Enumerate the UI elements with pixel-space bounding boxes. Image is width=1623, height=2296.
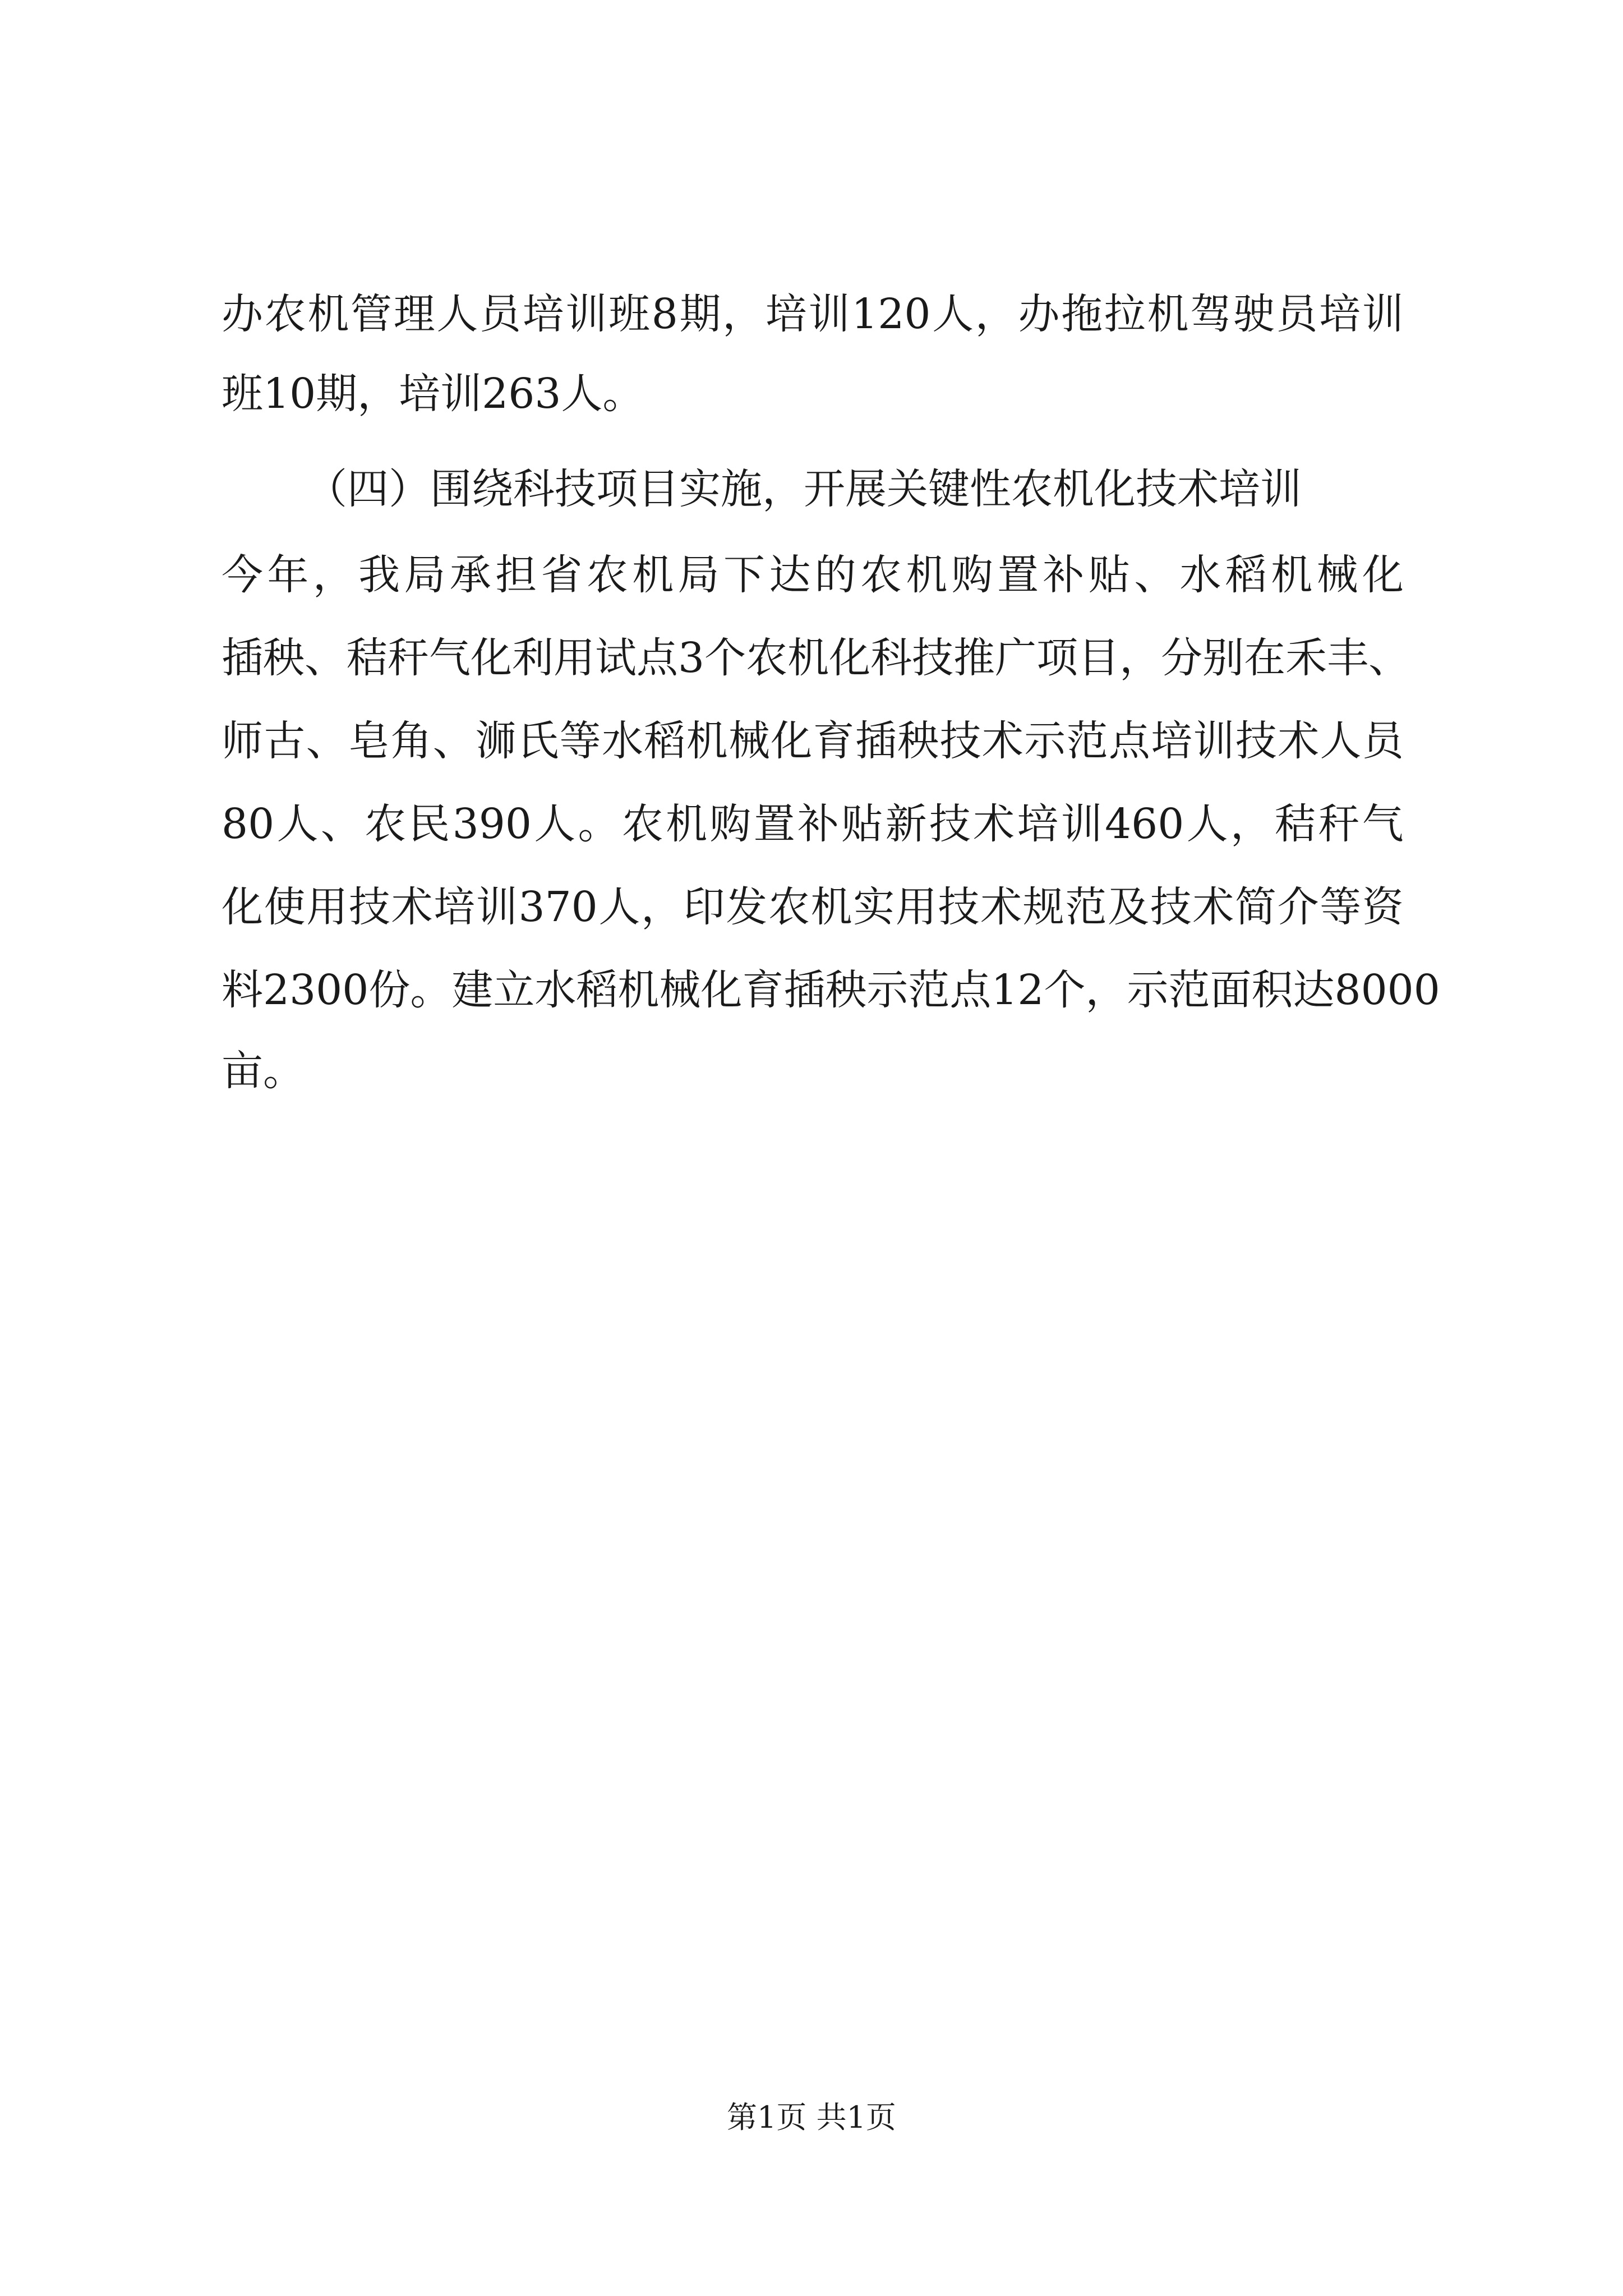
text-glyph: 补 [1043, 551, 1085, 599]
text-glyph: 农 [746, 634, 788, 682]
text-glyph: 技 [1235, 717, 1277, 765]
text-glyph: 等 [559, 717, 601, 765]
text-glyph: 培 [434, 883, 476, 931]
text-glyph: 示 [1127, 966, 1169, 1014]
text-glyph: 新 [885, 800, 927, 848]
text-glyph: 120 [851, 290, 931, 338]
text-glyph: 丰 [1327, 634, 1369, 682]
text-glyph: 3 [678, 634, 705, 682]
text-glyph: 农 [586, 551, 628, 599]
text-glyph: 12 [991, 966, 1044, 1014]
text-glyph: 插 [222, 634, 263, 682]
paragraph-line-9: 亩。 [222, 1047, 305, 1095]
text-glyph: 置 [753, 800, 795, 848]
text-glyph: 化 [1362, 551, 1404, 599]
text-glyph: 资 [1362, 883, 1404, 931]
text-glyph: 达 [1293, 966, 1335, 1014]
text-glyph: 育 [742, 966, 784, 1014]
text-glyph: 化 [471, 634, 512, 682]
text-glyph: 机 [617, 966, 660, 1014]
text-glyph: 机 [787, 634, 829, 682]
text-glyph: 化 [829, 634, 871, 682]
text-glyph: 期 [679, 290, 721, 338]
paragraph-line-1 [222, 286, 1404, 342]
text-glyph: 广 [995, 634, 1037, 682]
text-glyph: 培 [1151, 717, 1193, 765]
text-glyph: 试 [595, 634, 637, 682]
text-glyph: 秧 [263, 634, 305, 682]
text-glyph: 印 [683, 883, 725, 931]
text-glyph: 技 [929, 800, 971, 848]
text-glyph: 技 [939, 717, 981, 765]
text-glyph: 秸 [346, 634, 388, 682]
text-glyph: 、 [432, 717, 474, 765]
text-glyph: 秸 [1274, 800, 1316, 848]
text-glyph: 机 [666, 800, 708, 848]
text-glyph: 份 [368, 966, 411, 1014]
text-glyph: 训 [565, 290, 607, 338]
text-glyph: 办 [222, 290, 263, 338]
text-glyph: 机 [810, 883, 852, 931]
text-glyph: 水 [1179, 551, 1221, 599]
text-glyph: 点 [637, 634, 678, 682]
text-glyph: 范 [1066, 717, 1108, 765]
text-glyph: 气 [429, 634, 471, 682]
text-glyph: 8000 [1334, 966, 1440, 1014]
text-glyph: 浉 [474, 717, 517, 765]
text-glyph: 育 [813, 717, 855, 765]
text-glyph: 用 [895, 883, 937, 931]
text-glyph: 秆 [388, 634, 429, 682]
text-glyph: 、 [1134, 551, 1176, 599]
text-glyph: ， [312, 551, 354, 599]
text-glyph: 别 [1202, 634, 1244, 682]
text-glyph: 贴 [841, 800, 883, 848]
text-glyph: 术 [981, 717, 1023, 765]
text-glyph: 农 [621, 800, 663, 848]
text-glyph: 培 [1319, 290, 1361, 338]
text-glyph: 农 [860, 551, 902, 599]
text-glyph: 术 [1192, 883, 1234, 931]
paragraph-line-3 [222, 547, 1404, 603]
text-glyph: 利 [512, 634, 554, 682]
text-glyph: 禾 [1285, 634, 1327, 682]
text-glyph: 面 [1210, 966, 1252, 1014]
text-glyph: ， [1119, 634, 1161, 682]
text-glyph: 训 [1061, 800, 1103, 848]
text-glyph: 、 [305, 634, 346, 682]
text-glyph: 技 [1150, 883, 1192, 931]
text-glyph: 办 [1018, 290, 1060, 338]
text-glyph: 机 [1147, 290, 1189, 338]
text-glyph: 简 [1234, 883, 1276, 931]
text-glyph: 、 [1368, 634, 1410, 682]
text-glyph: 点 [949, 966, 992, 1014]
text-glyph: 稻 [644, 717, 686, 765]
text-glyph: 机 [686, 717, 728, 765]
text-glyph: 驾 [1190, 290, 1232, 338]
text-glyph: 农 [264, 290, 306, 338]
text-glyph: 购 [709, 800, 751, 848]
text-glyph: 、 [306, 717, 348, 765]
text-glyph: 点 [1108, 717, 1150, 765]
text-glyph: 技 [348, 883, 390, 931]
text-glyph: 古 [264, 717, 306, 765]
text-glyph: 范 [908, 966, 950, 1014]
text-glyph: 今 [222, 551, 263, 599]
text-glyph: 师 [222, 717, 263, 765]
text-glyph: 置 [997, 551, 1039, 599]
text-glyph: ， [641, 883, 683, 931]
text-glyph: 农 [365, 800, 407, 848]
text-glyph: 训 [1362, 290, 1404, 338]
text-glyph: 年 [267, 551, 309, 599]
text-glyph: 插 [783, 966, 826, 1014]
text-glyph: 8 [651, 290, 678, 338]
text-glyph: 术 [980, 883, 1022, 931]
text-glyph: 培 [765, 290, 807, 338]
text-glyph: 人 [598, 883, 640, 931]
text-glyph: 我 [358, 551, 400, 599]
text-glyph: 水 [601, 717, 643, 765]
text-glyph: 料 [222, 966, 263, 1014]
text-glyph: 械 [1316, 551, 1358, 599]
text-glyph: 培 [522, 290, 564, 338]
text-glyph: 秧 [897, 717, 939, 765]
text-glyph: 拉 [1104, 290, 1146, 338]
text-glyph: ， [975, 290, 1017, 338]
paragraph-line-8 [222, 962, 1440, 1018]
text-glyph: 稻 [576, 966, 618, 1014]
text-glyph: ， [1230, 800, 1272, 848]
text-glyph: 氏 [517, 717, 559, 765]
text-glyph: 项 [1036, 634, 1078, 682]
text-glyph: 班 [608, 290, 651, 338]
text-glyph: 目 [1078, 634, 1120, 682]
text-glyph: 训 [1193, 717, 1235, 765]
text-glyph: 立 [493, 966, 535, 1014]
text-glyph: 积 [1251, 966, 1293, 1014]
text-glyph: 插 [855, 717, 897, 765]
text-glyph: 化 [222, 883, 263, 931]
text-glyph: 。 [578, 800, 620, 848]
text-glyph: 训 [808, 290, 850, 338]
text-glyph: 气 [1362, 800, 1404, 848]
text-glyph: 拖 [1061, 290, 1103, 338]
text-glyph: 购 [951, 551, 993, 599]
text-glyph: 局 [404, 551, 446, 599]
text-glyph: 示 [866, 966, 909, 1014]
text-glyph: 示 [1024, 717, 1066, 765]
text-glyph: 规 [1022, 883, 1064, 931]
text-glyph: 管 [351, 290, 393, 338]
text-glyph: 员 [479, 290, 522, 338]
paragraph-line-7 [222, 879, 1404, 935]
text-glyph: 化 [771, 717, 813, 765]
text-glyph: 达 [769, 551, 811, 599]
text-glyph: 术 [391, 883, 433, 931]
text-glyph: 发 [726, 883, 768, 931]
text-glyph: 秆 [1318, 800, 1360, 848]
text-glyph: 人 [436, 290, 478, 338]
paragraph-line-2: 班10期，培训263人。 [222, 370, 644, 418]
text-glyph: 农 [768, 883, 810, 931]
text-glyph: 2300 [263, 966, 369, 1014]
text-glyph: 担 [495, 551, 537, 599]
text-glyph: 贴 [1088, 551, 1130, 599]
text-glyph: 稻 [1225, 551, 1267, 599]
text-glyph: 人 [1320, 717, 1362, 765]
text-glyph: 民 [408, 800, 450, 848]
text-glyph: 机 [906, 551, 948, 599]
text-glyph: 训 [476, 883, 518, 931]
text-glyph: 理 [393, 290, 435, 338]
text-glyph: 化 [700, 966, 743, 1014]
text-glyph: 370 [518, 883, 598, 931]
text-glyph: 员 [1362, 717, 1404, 765]
text-glyph: 驶 [1233, 290, 1275, 338]
text-glyph: 80 [222, 800, 275, 848]
paragraph-line-6 [222, 796, 1404, 852]
text-glyph: 个 [1044, 966, 1086, 1014]
text-glyph: 补 [797, 800, 839, 848]
text-glyph: 械 [659, 966, 701, 1014]
text-glyph: 机 [1271, 551, 1313, 599]
text-glyph: 皂 [348, 717, 390, 765]
page-footer: 第1页 共1页 [727, 2100, 896, 2135]
text-glyph: 人 [276, 800, 319, 848]
text-glyph: 实 [853, 883, 895, 931]
text-glyph: 用 [554, 634, 595, 682]
section-heading: （四）围绕科技项目实施，开展关键性农机化技术培训 [306, 465, 1302, 513]
text-glyph: 员 [1276, 290, 1318, 338]
text-glyph: 390 [452, 800, 532, 848]
text-glyph: 及 [1108, 883, 1150, 931]
text-glyph: 用 [306, 883, 348, 931]
text-glyph: 个 [704, 634, 746, 682]
text-glyph: 人 [534, 800, 576, 848]
text-glyph: 。 [410, 966, 452, 1014]
text-glyph: 的 [814, 551, 856, 599]
text-glyph: 分 [1161, 634, 1203, 682]
text-glyph: 省 [541, 551, 583, 599]
text-glyph: 人 [932, 290, 974, 338]
text-glyph: 技 [938, 883, 980, 931]
text-glyph: 承 [449, 551, 491, 599]
text-glyph: 460 [1105, 800, 1184, 848]
text-glyph: 秧 [825, 966, 867, 1014]
text-glyph: 人 [1186, 800, 1228, 848]
text-glyph: 机 [307, 290, 349, 338]
text-glyph: ， [722, 290, 764, 338]
text-glyph: 技 [912, 634, 954, 682]
text-glyph: 机 [632, 551, 674, 599]
paragraph-line-5 [222, 713, 1404, 769]
text-glyph: 介 [1277, 883, 1319, 931]
text-glyph: 科 [870, 634, 912, 682]
paragraph-line-4 [222, 630, 1410, 686]
text-glyph: 在 [1244, 634, 1286, 682]
text-glyph: 使 [264, 883, 306, 931]
text-glyph: 建 [451, 966, 494, 1014]
text-glyph: 、 [320, 800, 362, 848]
text-glyph: ， [1085, 966, 1127, 1014]
text-glyph: 等 [1320, 883, 1362, 931]
text-glyph: 推 [953, 634, 995, 682]
text-glyph: 培 [1017, 800, 1059, 848]
text-glyph: 角 [390, 717, 432, 765]
text-glyph: 局 [677, 551, 720, 599]
text-glyph: 术 [1278, 717, 1320, 765]
text-glyph: 水 [534, 966, 577, 1014]
text-glyph: 械 [728, 717, 770, 765]
text-glyph: 下 [723, 551, 765, 599]
text-glyph: 范 [1168, 966, 1210, 1014]
text-glyph: 范 [1065, 883, 1107, 931]
text-glyph: 术 [973, 800, 1015, 848]
